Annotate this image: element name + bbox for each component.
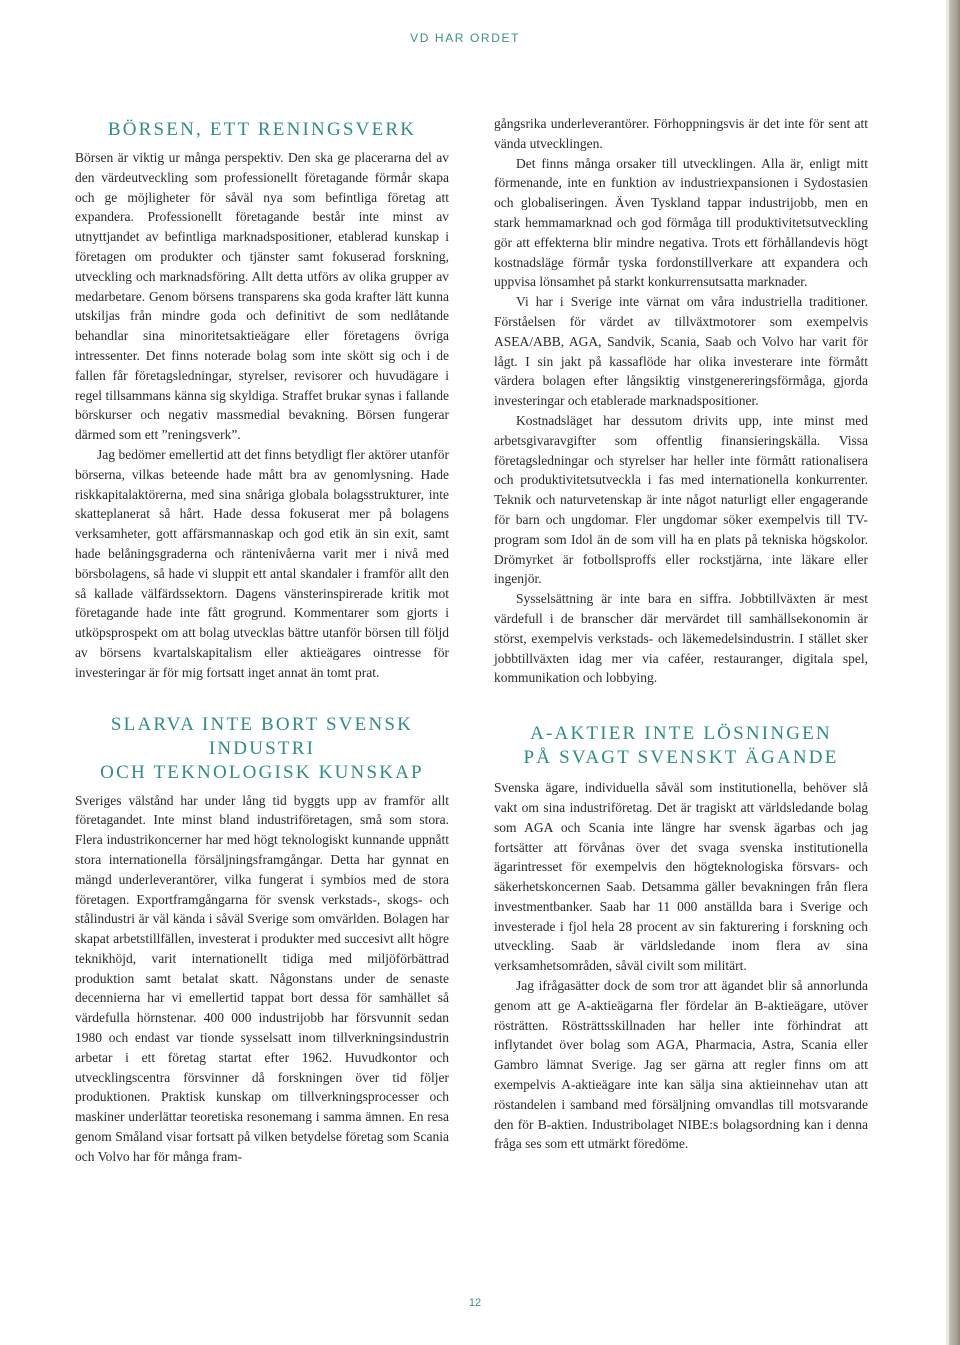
heading-line: OCH TEKNOLOGISK KUNSKAP — [100, 761, 424, 783]
paragraph: gångsrika underleverantörer. Förhoppningsvis är det inte för sent att vända utvecklingen. — [494, 116, 868, 151]
heading-borsen: BÖRSEN, ETT RENINGSVERK — [107, 119, 417, 140]
section-header: VD HAR ORDET — [410, 31, 520, 45]
heading-a-aktier — [494, 722, 868, 770]
paragraph: Sysselsättning är inte bara en siffra. Jobbtillväxten är mest värdefull i de branscher där mervärdet till samhällsekonomin är störst, exempelvis verkstads- och läkemedelsindustrin. I stället sker jobbtillväxten idag mer via caféer, restauranger, digitala spel, kommunikation och lobbying. — [494, 591, 868, 686]
paragraph: Svenska ägare, individuella såväl som institutionella, behöver slå vakt om sina industriföretag. Det är tragiskt att världsledande bolag som AGA och Scania inte längre har svensk ägarbas och jag fortsätter att förvånas över det svaga svenska institutionella ägarintresset för exempelvis den högteknologiska försvars- och säkerhetskoncernen Saab. Detsamma gäller bevakningen från flera investmentbanker. Saab har 11 000 anställda bara i Sverige och investerade i fjol hela 28 procent av sin fakturering i forskning och utveckling. Saab är världsledande inom flera av sina verksamhetsområden, såväl civilt som militärt. — [494, 780, 868, 974]
heading-line: PÅ SVAGT SVENSKT ÄGANDE — [523, 747, 839, 769]
left-column — [75, 112, 449, 1167]
page-number: 12 — [468, 1297, 482, 1309]
right-column — [494, 114, 868, 1154]
paragraph: Börsen är viktig ur många perspektiv. Den ska ge placerarna del av den värdeutveckling som professionellt företagande förmår skapa och ge möjligheter för såväl nya som befintliga företag att expandera. Professionellt företagande består inte minst av utnyttjandet av befintliga marknadspositioner, etablerad kunskap i företagen om produkter och tjänster samt fokuserad forskning, utveckling och marknadsföring. Allt detta utförs av olika grupper av medarbetare. Genom börsens transparens ska goda krafter lätt kunna utskiljas från mindre goda och definitivt de som nedlåtande behandlar sina minoritetsaktieägare eller företagens övriga intressenter. Det finns noterade bolag som inte skött sig och i de fallen får företagsledningar, styrelser, revisorer och huvudägare i regel tillsammans känna sig skyldiga. Straffet brukar synas i fallande börskurser och negativ massmedial bevakning. Börsen fungerar därmed som ett ”reningsverk”. — [75, 150, 449, 443]
paragraph: Jag ifrågasätter dock de som tror att ägandet blir så annorlunda genom att ge A-aktieägarna fler fördelar än B-aktieägare, utöver rösträtten. Rösträttsskillnaden har heller inte förhindrat att inflytandet över bolag som AGA, Pharmacia, Astra, Scania eller Gambro lämnat Sverige. Jag ser gärna att regler finns om att exempelvis A-aktieägare inte kan sälja sina aktieinnehav utan att röstandelen i samband med försäljning omvandlas till motsvarande den för B-aktien. Industribolaget NIBE:s bolagsordning kan i denna fråga ses som ett utmärkt föredöme. — [494, 978, 868, 1152]
heading-slarva — [75, 713, 449, 785]
paragraph: Vi har i Sverige inte värnat om våra industriella traditioner. Förståelsen för värdet av tillväxtmotorer som exempelvis ASEA/ABB, AGA, Sandvik, Scania, Saab och Volvo har varit för lågt. I sin jakt på kassaflöde har olika investerare inte förmått värdera bolagen efter långsiktig vinstgenereringsförmåga, gjorda investeringar och etablerade marknadspositioner. — [494, 294, 868, 409]
paragraph: Sveriges välstånd har under lång tid byggts upp av framför allt företagandet. Inte minst bland industriföretagen, små som stora. Flera industrikoncerner har med högt teknologiskt kunnande uppnått stora internationella försäljningsframgångar. Detta har gynnat en mängd underleverantörer, vilka fungerat i symbios med de stora företagen. Exportframgångarna för svensk verkstads-, skogs- och stålindustri är väl kända i såväl Sverige som omvärlden. Bolagen har skapat arbetstillfällen, investerat i produkter med succesivt allt högre teknikhöjd, varit internationellt tidiga med miljöförbättrad produktion samt betalat skatt. Någonstans under de senaste decennierna har vi emellertid tappat bort dessa för samhället så värdefulla hörnstenar. 400 000 industrijobb har försvunnit sedan 1980 och endast var tionde sysselsatt inom tillverkningsindustrin arbetar i ett företag startat efter 1962. Huvudkontor och utvecklingscentra försvinner då forskningen över tid följer produktionen. Praktisk kunskap om tillverkningsprocesser och maskiner underlättar teoretiska resonemang i samma ämnen. En resa genom Småland visar fortsatt på vilken betydelse företag som Scania och Volvo har för många fram- — [75, 792, 449, 1164]
paragraph: Det finns många orsaker till utvecklingen. Alla är, enligt mitt förmenande, inte en funktion av industriexpansionen i Sydostasien och globaliseringen. Även Tyskland tappar industrijobb, men en stark hemmamarknad och god förmåga till produktivitetsutveckling gör att effekterna blir mindre negativa. Trots ett förhållandevis högt kostnadsläge förmår tyska fordonstillverkare att expandera och uppvisa lönsamhet på starkt konkurrensutsatta marknader. — [494, 155, 868, 290]
heading-line: A-AKTIER INTE LÖSNINGEN — [530, 723, 832, 745]
paragraph: Kostnadsläget har dessutom drivits upp, inte minst med arbetsgivaravgifter som offentlig finansieringskälla. Vissa företagsledningar och styrelser har heller inte förmått rationalisera och produktivitetsutveckla i fas med internationella konkurrenter. Teknik och naturvetenskap är inte något naturligt eller engagerande för barn och ungdomar. Fler ungdomar söker exempelvis till TV-program som Idol än de som vill ha en plats på tekniska högskolor. Drömyrket är fotbollsproffs eller rockstjärna, inte läkare eller ingenjör. — [494, 412, 868, 587]
page-edge-decoration — [946, 0, 960, 1345]
heading-line: SLARVA INTE BORT SVENSK INDUSTRI — [110, 713, 414, 759]
paragraph: Jag bedömer emellertid att det finns betydligt fler aktörer utanför börserna, vilkas beteende hade mått bra av genomlysning. Hade riskkapitalaktörerna, med sina snåriga globala bolagsstrukturer, inte skatteplanerat så hårt. Hade dessa fokuserat mer på bolagens verksamheter, gott affärsmannaskap och god etik än sin exit, samt hade belåningsgraderna och räntenivåerna varit mer i nivå med börsbolagens, så hade vi sluppit ett antal skandaler i framför allt den så kallade välfärdssektorn. Dagens vänsterinspirerade kritik mot företagande hade inte fått grogrund. Kommentarer som gjorts i utköpsprospekt om att bolag utvecklas bättre utanför börsen till följd av börsens kvartalskapitalism eller aktieägares ointresse för investeringar är för mig fortsatt inget annat än tomt prat. — [75, 446, 449, 680]
